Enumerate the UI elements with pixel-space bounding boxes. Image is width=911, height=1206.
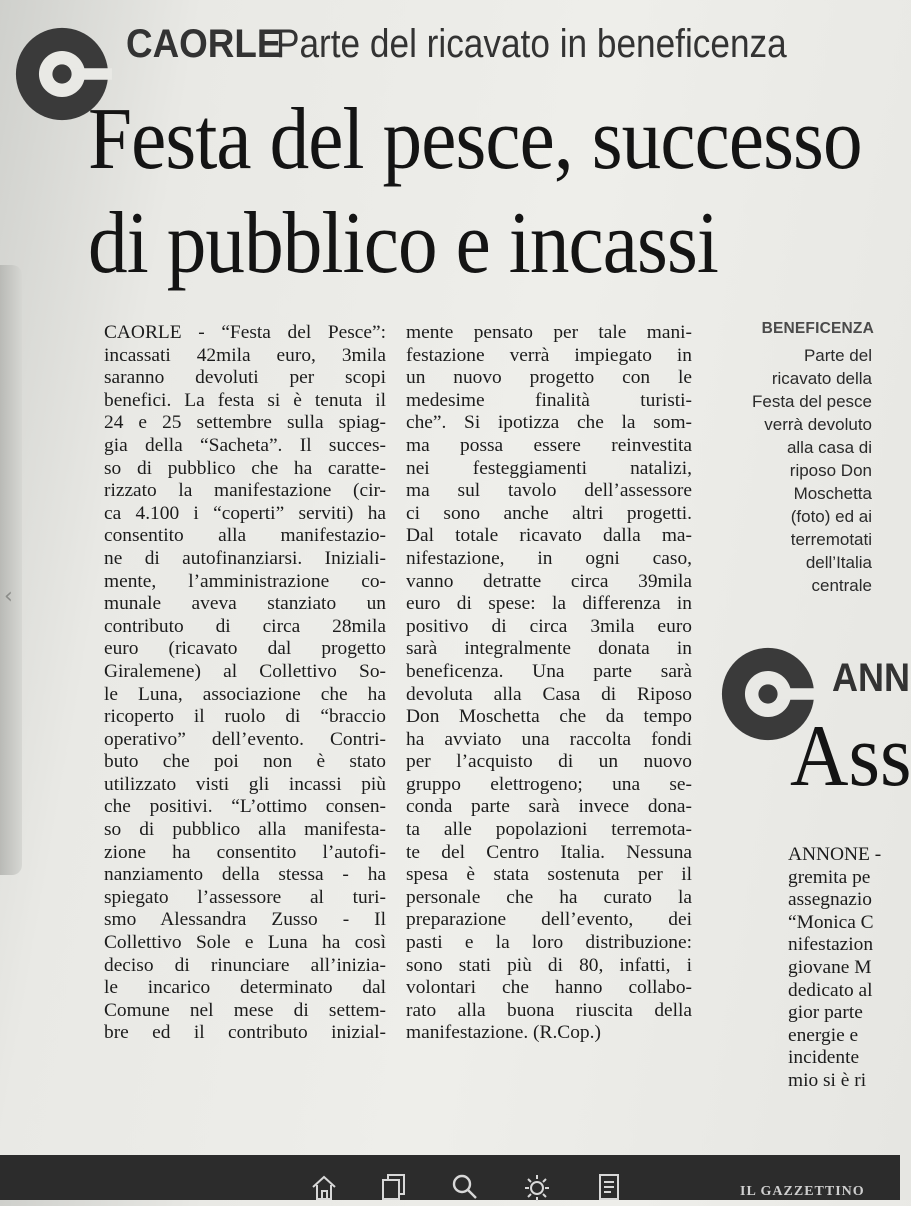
text-line: so di pubblico che ha caratte- <box>104 457 386 479</box>
text-line: volontari che hanno collabo- <box>406 977 692 999</box>
sidebar-label: BENEFICENZA <box>761 320 874 337</box>
search-icon[interactable] <box>450 1171 480 1201</box>
kicker-place: CAORLE <box>126 22 282 66</box>
text-line: gremita pe <box>788 866 871 888</box>
next-article-column <box>788 844 900 1093</box>
text-line: Dal totale ricavato dalla ma- <box>406 525 692 547</box>
text-line: “Monica C <box>788 911 874 933</box>
text-line: mio si è ri <box>788 1069 867 1091</box>
text-line: te del Centro Italia. Nessuna <box>406 841 692 863</box>
text-line: ci sono anche altri progetti. <box>406 502 692 524</box>
text-line: positivo di circa 3mila euro <box>406 615 692 637</box>
text-line: bre ed il contributo inizial- <box>104 1022 386 1044</box>
text-line: operativo” dell’evento. Contri- <box>104 728 386 750</box>
text-line: (foto) ed ai <box>790 507 872 526</box>
text-line: gior parte <box>788 1002 863 1024</box>
text-line: energie e <box>788 1024 859 1046</box>
text-line: medesime finalità turisti- <box>406 389 692 411</box>
article-headline <box>88 88 888 296</box>
text-line: mente, l’amministrazione co- <box>104 570 386 592</box>
text-line: Don Moschetta che da tempo <box>406 706 692 728</box>
text-line: ma sul tavolo dell’assessore <box>406 480 692 502</box>
text-line: incidente <box>788 1047 860 1069</box>
text-line: un nuovo progetto con le <box>406 367 692 389</box>
text-line: alla casa di <box>786 438 872 457</box>
text-line: giovane M <box>788 956 872 978</box>
text-line: ha avviato una raccolta fondi <box>406 728 692 750</box>
text-line: pasti e la loro distribuzione: <box>406 932 692 954</box>
text-line: verrà devoluto <box>764 415 872 434</box>
text-line: centrale <box>811 576 872 595</box>
text-line: contributo di circa 28mila <box>104 615 386 637</box>
text-line: benefici. La festa si è tenuta il <box>104 389 386 411</box>
text-line: ta alle popolazioni terremota- <box>406 819 692 841</box>
text-line: Giralemene) al Collettivo So- <box>104 660 386 682</box>
text-line: vanno detratte circa 39mila <box>406 570 692 592</box>
text-line: gruppo elettrogeno; una se- <box>406 773 692 795</box>
text-line: utilizzato visti gli incassi più <box>104 773 386 795</box>
text-line: ne di autofinanziarsi. Iniziali- <box>104 547 386 569</box>
text-line: zione ha consentito l’autofi- <box>104 841 386 863</box>
text-line: buto che poi non è stato <box>104 751 386 773</box>
text-line: mente pensato per tale mani- <box>406 322 692 343</box>
text-line: CAORLE - “Festa del Pesce”: <box>104 322 386 343</box>
text-line: deciso di rinunciare all’inizia- <box>104 954 386 976</box>
text-line: che positivi. “L’ottimo consen- <box>104 796 386 818</box>
text-line: terremotati <box>790 530 872 549</box>
text-line: le incarico determinato dal <box>104 977 386 999</box>
text-line: nifestazion <box>788 934 874 956</box>
text-line: nei festeggiamenti natalizi, <box>406 457 692 479</box>
text-line: festazione verrà impiegato in <box>406 344 692 366</box>
text-line: che”. Si ipotizza che la som- <box>406 412 692 434</box>
article-column-2 <box>406 322 692 1045</box>
text-line: nifestazione, in ogni caso, <box>406 547 692 569</box>
text-line: devoluta alla Casa di Riposo <box>406 683 692 705</box>
text-line: manifestazione. (R.Cop.) <box>406 1022 601 1044</box>
text-line: dell’Italia <box>805 553 872 572</box>
next-article-headline: Ass <box>790 708 911 805</box>
text-line: spesa è stata sostenuta per il <box>406 864 692 886</box>
left-edge-tab[interactable] <box>0 265 22 875</box>
kicker-topic: Parte del ricavato in beneficenza <box>276 22 787 66</box>
text-line: saranno devoluti per scopi <box>104 367 386 389</box>
text-line: Moschetta <box>793 484 872 503</box>
text-line: Collettivo Sole e Luna ha così <box>104 932 386 954</box>
text-line: dedicato al <box>788 979 873 1001</box>
newspaper-brand: IL GAZZETTINO <box>740 1184 865 1199</box>
text-line: rato alla buona riuscita della <box>406 999 692 1021</box>
text-line: preparazione dell’evento, dei <box>406 909 692 931</box>
text-line: Festa del pesce <box>751 392 872 411</box>
text-line: spiegato l’assessore al turi- <box>104 886 386 908</box>
text-line: rizzato la manifestazione (cir- <box>104 480 386 502</box>
text-line: gia della “Sacheta”. Il succes- <box>104 434 386 456</box>
text-line: assegnazio <box>788 889 872 911</box>
text-line: euro di spese: la differenza in <box>406 593 692 615</box>
next-article-kicker: ANN <box>832 656 911 700</box>
text-line: consentito alla manifestazio- <box>104 525 386 547</box>
text-line: personale che ha curato la <box>406 886 692 908</box>
headline-line: Festa del pesce, successo <box>88 91 862 188</box>
text-line: Parte del <box>803 346 872 365</box>
brightness-icon[interactable] <box>522 1171 552 1201</box>
text-line: beneficenza. Una parte sarà <box>406 660 692 682</box>
text-line: munale aveva stanziato un <box>104 593 386 615</box>
text-line: Comune nel mese di settem- <box>104 999 386 1021</box>
text-line: nanziamento della stessa - ha <box>104 864 386 886</box>
text-line: per l’acquisto di un nuovo <box>406 751 692 773</box>
text-line: 24 e 25 settembre sulla spiag- <box>104 412 386 434</box>
article-column-1 <box>104 322 386 1045</box>
text-line: ricavato della <box>771 369 872 388</box>
text-line: so di pubblico alla manifesta- <box>104 819 386 841</box>
text-line: riposo Don <box>789 461 872 480</box>
text-line: conda parte sarà invece dona- <box>406 796 692 818</box>
pages-icon[interactable] <box>379 1171 409 1201</box>
text-line: incassati 42mila euro, 3mila <box>104 344 386 366</box>
text-line: ma possa essere reinvestita <box>406 434 692 456</box>
article-icon[interactable] <box>594 1171 624 1201</box>
headline-line: di pubblico e incassi <box>88 195 718 292</box>
text-line: euro (ricavato dal progetto <box>104 638 386 660</box>
previous-page-arrow-icon[interactable]: ‹ <box>4 584 13 609</box>
text-line: sono stati più di 80, infatti, i <box>406 954 692 976</box>
text-line: sarà integralmente donata in <box>406 638 692 660</box>
text-line: smo Alessandra Zusso - Il <box>104 909 386 931</box>
home-icon[interactable] <box>309 1171 339 1201</box>
text-line: ANNONE - <box>788 844 882 865</box>
text-line: ricoperto il ruolo di “braccio <box>104 706 386 728</box>
text-line: ca 4.100 i “coperti” serviti) ha <box>104 502 386 524</box>
sidebar-caption <box>716 344 872 597</box>
text-line: le Luna, associazione che ha <box>104 683 386 705</box>
